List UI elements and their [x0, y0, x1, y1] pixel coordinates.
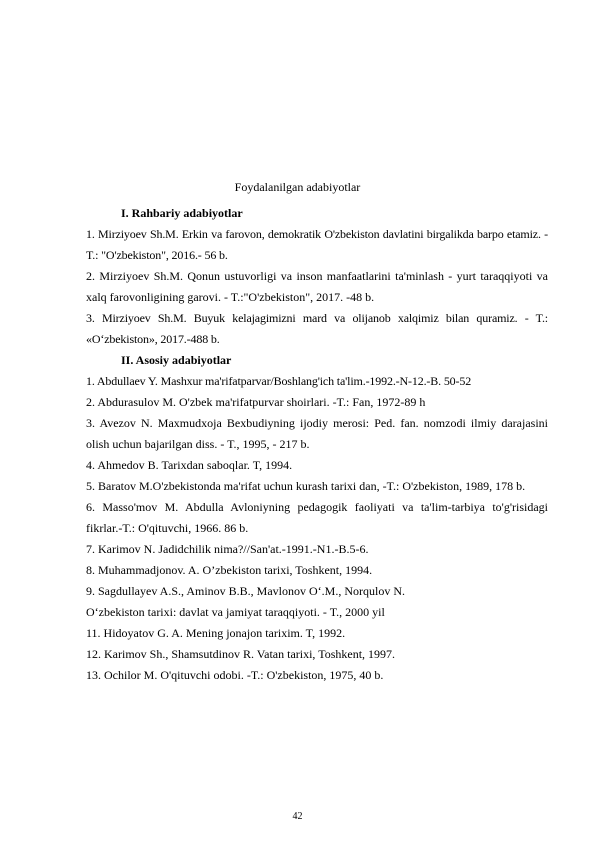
reference-entry: 8. Muhammadjonov. A. O’zbekiston tarixi, Toshkent, 1994.: [86, 563, 373, 577]
reference-entry: 3. Mirziyoev Sh.M. Buyuk kelajagimizni mard va olijanob xalqimiz bilan quramiz. - T.: «O‘zbekiston», 2017.-488 b.: [86, 311, 548, 346]
reference-entry: 1. Mirziyoev Sh.M. Erkin va farovon, demokratik O'zbekiston davlatini birgalikda barpo etamiz. - T.: "O'zbekiston", 2016.- 56 b.: [86, 227, 548, 262]
reference-entry: 3. Avezov N. Maxmudxoja Bexbudiyning ijodiy merosi: Ped. fan. nomzodi ilmiy darajasini olish uchun bajarilgan diss. - T., 1995, - 217 b.: [86, 416, 548, 451]
reference-entry: 6. Masso'mov M. Abdulla Avloniyning pedagogik faoliyati va ta'lim-tarbiya to'g'risidagi fikrlar.-T.: O'qituvchi, 1966. 86 b.: [86, 500, 548, 535]
reference-entry: 2. Abdurasulov M. O'zbek ma'rifatpurvar shoirlari. -T.: Fan, 1972-89 h: [86, 395, 426, 409]
reference-entry: O‘zbekiston tarixi: davlat va jamiyat taraqqiyoti. - T., 2000 yil: [86, 605, 385, 619]
section-heading-main-literature: II. Asosiy adabiyotlar: [121, 353, 232, 367]
reference-entry: 12. Karimov Sh., Shamsutdinov R. Vatan tarixi, Toshkent, 1997.: [86, 647, 396, 661]
reference-entry: 4. Ahmedov B. Tarixdan saboqlar. T, 1994.: [86, 458, 293, 472]
page-number: 42: [292, 811, 303, 822]
reference-entry: 2. Mirziyoev Sh.M. Qonun ustuvorligi va inson manfaatlarini ta'minlash - yurt taraqqiyoti va xalq farovonligining garovi. - T.:"O'zbekiston", 2017. -48 b.: [86, 269, 548, 304]
bibliography-body: [86, 203, 548, 686]
reference-entry: 7. Karimov N. Jadidchilik nima?//San'at.-1991.-N1.-B.5-6.: [86, 542, 369, 556]
reference-entry: 5. Baratov M.O'zbekistonda ma'rifat uchun kurash tarixi dan, -T.: O'zbekiston, 1989, 178 b.: [86, 479, 526, 493]
reference-entry: 13. Ochilor M. O'qituvchi odobi. -T.: O'zbekiston, 1975, 40 b.: [86, 668, 384, 682]
reference-entry: 1. Abdullaev Y. Mashxur ma'rifatparvar/Boshlang'ich ta'lim.-1992.-N-12.-B. 50-52: [86, 374, 472, 388]
reference-entry: 11. Hidoyatov G. A. Mening jonajon tarixim. T, 1992.: [86, 626, 346, 640]
reference-entry: 9. Sagdullayev A.S., Aminov B.B., Mavlonov O‘.M., Norqulov N.: [86, 584, 406, 598]
section-heading-guiding-literature: I. Rahbariy adabiyotlar: [121, 206, 243, 220]
bibliography-title: Foydalanilgan adabiyotlar: [234, 180, 361, 194]
